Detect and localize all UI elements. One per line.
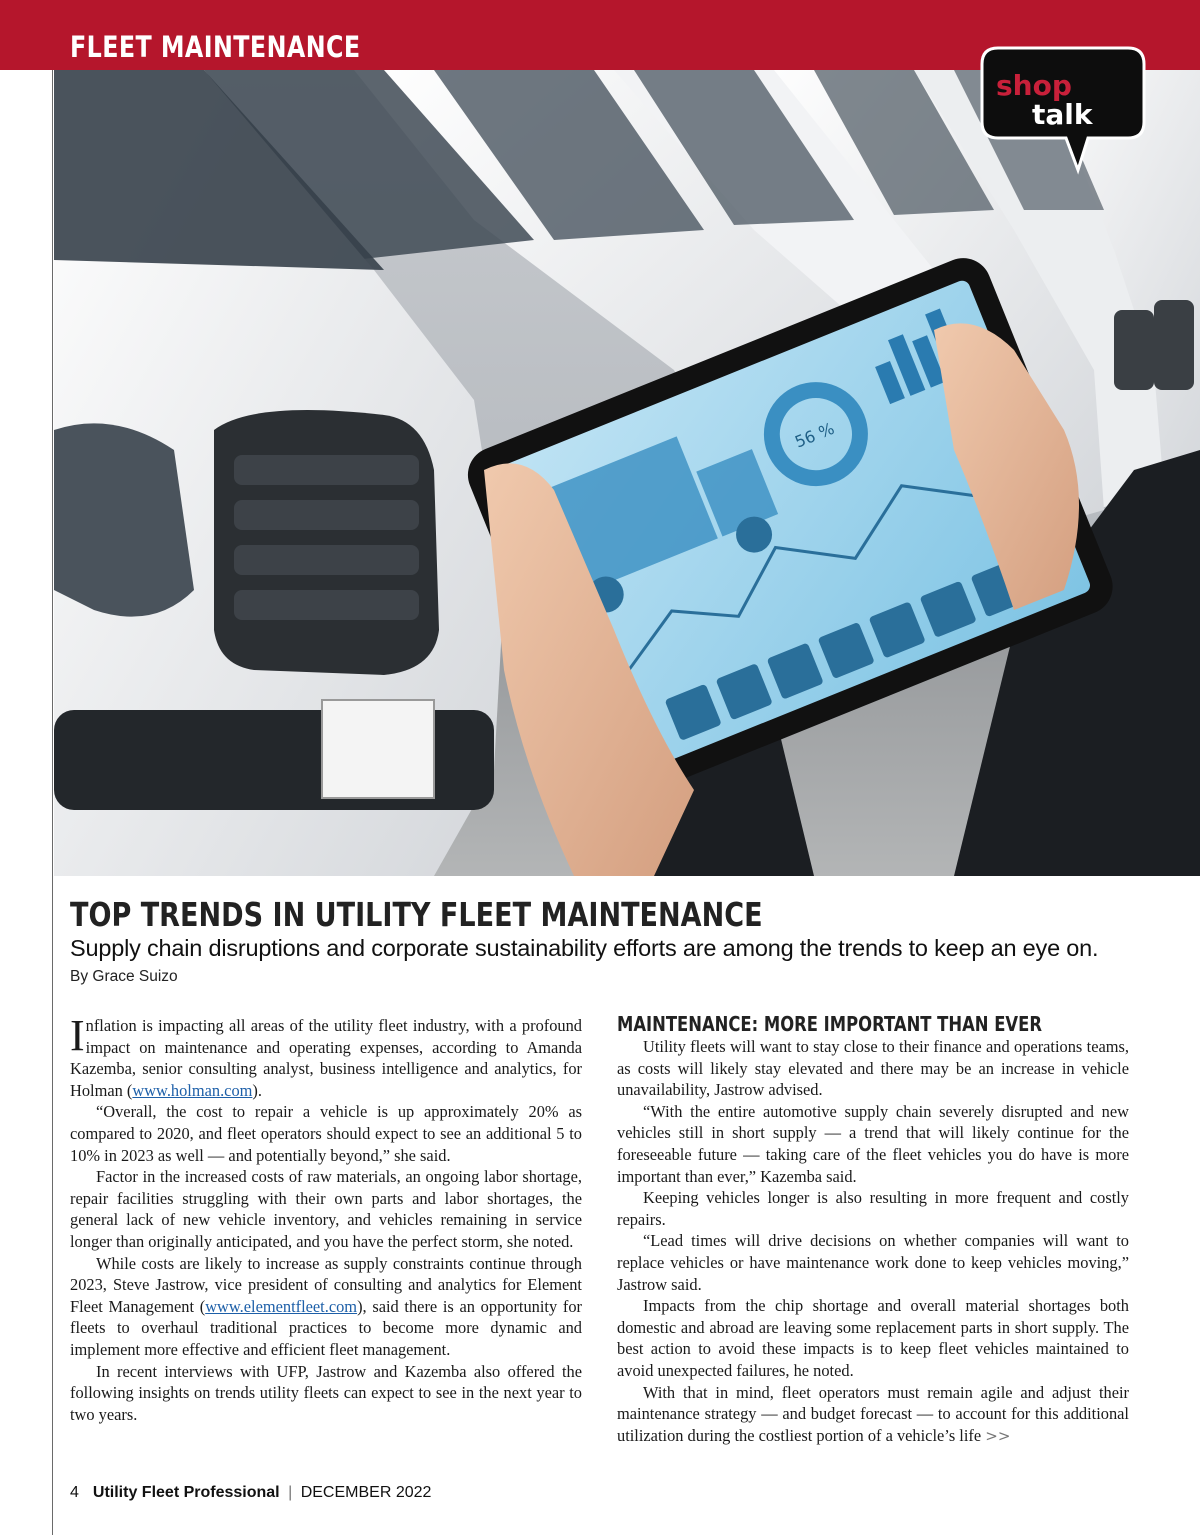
paragraph (70, 1253, 582, 1361)
paragraph-text: While costs are likely to increase as supply constraints continue through 2023, Steve Jastrow, vice president of consulting and analytics for Element Fleet Management ( (70, 1253, 582, 1316)
badge-talk-text: talk (1032, 98, 1093, 131)
paragraph (70, 1011, 582, 1101)
page-number: 4 (70, 1484, 79, 1501)
paragraph-text: nflation is impacting all areas of the utility fleet industry, with a profound impact on maintenance and operating expenses, according to Amanda Kazemba, senior consulting analyst, business intelligence and analytics, for Holman ( (70, 1016, 582, 1100)
paragraph: Keeping vehicles longer is also resulting in more frequent and costly repairs. (617, 1188, 1129, 1229)
paragraph (617, 1382, 1129, 1448)
elementfleet-link[interactable]: www.elementfleet.com (205, 1296, 358, 1316)
tablet-percent-label: 56 % (792, 418, 837, 452)
paragraph: “Overall, the cost to repair a vehicle is up approximately 20% as compared to 2020, and fleet operators should expect to see an additional 5 to 10% in 2023 as well — and potentially beyond,” she said. (70, 1102, 582, 1165)
page-footer (70, 1484, 431, 1502)
paragraph-text: ). (252, 1080, 262, 1100)
paragraph-text: With that in mind, fleet operators must remain agile and adjust their maintenance strategy — and budget forecast — to account for this additional utilization during the costliest portion of a vehicle’s life (617, 1382, 1129, 1445)
section-heading: MAINTENANCE: MORE IMPORTANT THAN EVER (617, 1012, 1042, 1036)
holman-link[interactable]: www.holman.com (132, 1080, 253, 1100)
paragraph: In recent interviews with UFP, Jastrow and Kazemba also offered the following insights on trends utility fleets can expect to see in the next year to two years. (70, 1361, 582, 1424)
paragraph: Factor in the increased costs of raw materials, an ongoing labor shortage, repair facilities struggling with their own parts and labor shortages, the general lack of new vehicle inventory, and vehicles remaining in service longer than originally anticipated, and you have the perfect storm, she noted. (70, 1167, 582, 1251)
issue-date: DECEMBER 2022 (300, 1484, 432, 1501)
article-byline: By Grace Suizo (70, 968, 178, 985)
hero-photo (54, 70, 1200, 876)
left-column (70, 1011, 582, 1425)
page-margin-rule (52, 70, 53, 1535)
paragraph: Impacts from the chip shortage and overall material shortages both domestic and abroad are leaving some replacement parts in short supply. The best action to avoid these impacts is to keep fleet vehicles maintained to avoid unexpected failures, he noted. (617, 1296, 1129, 1380)
article-title: TOP TRENDS IN UTILITY FLEET MAINTENANCE (70, 895, 763, 934)
continued-arrow-icon: >> (985, 1426, 1011, 1445)
vans-tablet-illustration (54, 70, 1200, 876)
publication-name: Utility Fleet Professional (92, 1484, 280, 1501)
shop-talk-badge (978, 40, 1148, 175)
footer-separator: | (288, 1484, 293, 1501)
paragraph: Utility fleets will want to stay close to their finance and operations teams, as costs will likely stay elevated and there may be an increase in vehicle unavailability, Jastrow advised. (617, 1037, 1129, 1100)
right-column (617, 1013, 1129, 1447)
section-label: FLEET MAINTENANCE (70, 30, 361, 64)
paragraph-text: ), said there is an opportunity for fleets to overhaul traditional practices to become more dynamic and implement more effective and efficient fleet management. (70, 1296, 582, 1359)
paragraph: “Lead times will drive decisions on whether companies will want to replace vehicles or have maintenance work done to keep vehicles moving,” Jastrow said. (617, 1231, 1129, 1294)
badge-shop-text: shop (996, 69, 1072, 102)
paragraph: “With the entire automotive supply chain severely disrupted and new vehicles still in short supply — a trend that will likely continue for the foreseeable future — taking care of the fleet vehicles you do have is more important than ever,” Kazemba said. (617, 1101, 1129, 1186)
drop-cap: I (70, 1011, 85, 1060)
article-subtitle: Supply chain disruptions and corporate sustainability efforts are among the trends to keep an eye on. (70, 935, 1099, 961)
